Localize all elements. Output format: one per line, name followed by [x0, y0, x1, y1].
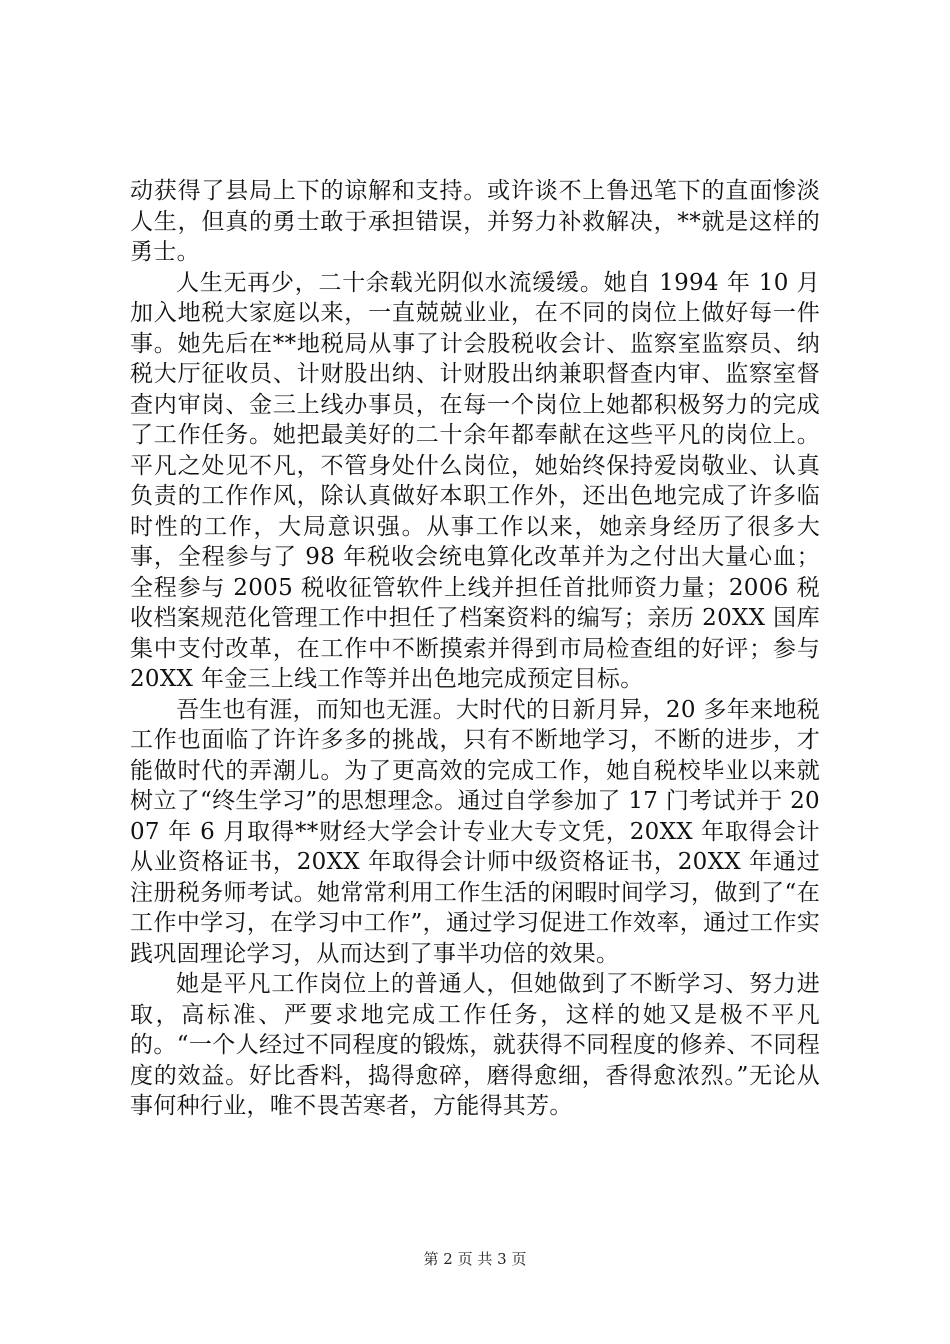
- paragraph-3: 吾生也有涯，而知也无涯。大时代的日新月异，20 多年来地税工作也面临了许许多多的挑战，只有不断地学习，不断的进步，才能做时代的弄潮儿。为了更高效的完成工作，她自税校毕业以来就树立了“终生学习”的思想理念。通过自学参加了 17 门考试并于 2007 年 6 月取得**财经大学会计专业大专文凭，20XX 年取得会计从业资格证书，20XX 年取得会计师中级资格证书，20XX 年通过注册税务师考试。她常常利用工作生活的闲暇时间学习，做到了“在工作中学习，在学习中工作”，通过学习促进工作效率，通过工作实践巩固理论学习，从而达到了事半功倍的效果。: [130, 696, 820, 967]
- document-body: [130, 176, 820, 1122]
- paragraph-4: 她是平凡工作岗位上的普通人，但她做到了不断学习、努力进取，高标准、严要求地完成工作任务，这样的她又是极不平凡的。“一个人经过不同程度的锻炼，就获得不同程度的修养、不同程度的效益。好比香料，捣得愈碎，磨得愈细，香得愈浓烈。”无论从事何种行业，唯不畏苦寒者，方能得其芳。: [130, 971, 820, 1119]
- page-footer: 第 2 页 共 3 页: [423, 1250, 527, 1268]
- paragraph-2: 人生无再少，二十余载光阴似水流缓缓。她自 1994 年 10 月加入地税大家庭以来，一直兢兢业业，在不同的岗位上做好每一件事。她先后在**地税局从事了计会股税收会计、监察室监察员、纳税大厅征收员、计财股出纳、计财股出纳兼职督查内审、监察室督查内审岗、金三上线办事员，在每一个岗位上她都积极努力的完成了工作任务。她把最美好的二十余年都奉献在这些平凡的岗位上。平凡之处见不凡，不管身处什么岗位，她始终保持爱岗敬业、认真负责的工作作风，除认真做好本职工作外，还出色地完成了许多临时性的工作，大局意识强。从事工作以来，她亲身经历了很多大事，全程参与了 98 年税收会统电算化改革并为之付出大量心血；全程参与 2005 税收征管软件上线并担任首批师资力量；2006 税收档案规范化管理工作中担任了档案资料的编写；亲历 20XX 国库集中支付改革，在工作中不断摸索并得到市局检查组的好评；参与 20XX 年金三上线工作等并出色地完成预定目标。: [130, 269, 820, 692]
- paragraph-1: 动获得了县局上下的谅解和支持。或许谈不上鲁迅笔下的直面惨淡人生，但真的勇士敢于承担错误，并努力补救解决，**就是这样的勇士。: [130, 178, 820, 265]
